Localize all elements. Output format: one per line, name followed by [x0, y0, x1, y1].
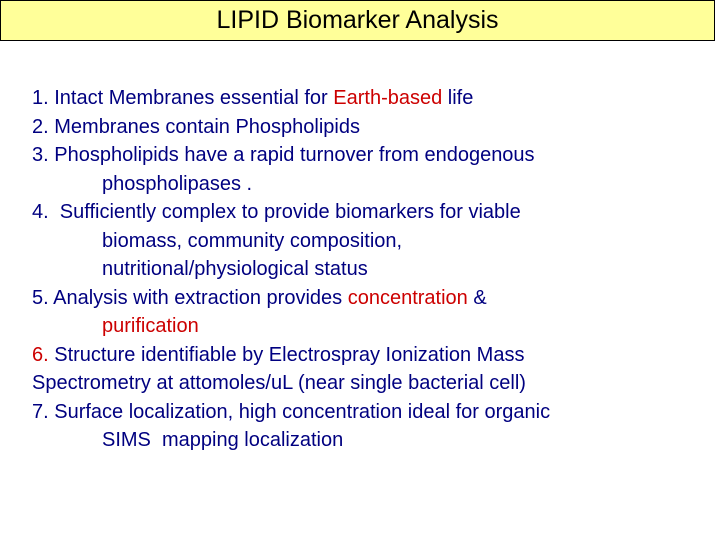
list-item-4 — [32, 198, 712, 227]
item-5-number: 5. — [32, 286, 49, 309]
list-item-1 — [32, 84, 712, 113]
list-item-5 — [32, 284, 712, 313]
biomarker-list — [32, 84, 712, 455]
item-3-continuation — [32, 170, 712, 199]
item-6-line-2: Spectrometry at attomoles/uL (near single bacterial cell) — [32, 372, 526, 394]
item-6-line-1: Structure identifiable by Electrospray Ionization Mass — [48, 343, 525, 366]
item-4-continuation-1 — [32, 227, 712, 256]
item-6-number: 6. — [32, 343, 49, 366]
list-item-3 — [32, 141, 712, 170]
item-5-line-2: purification — [102, 315, 199, 337]
item-4-line-2: biomass, community composition, — [102, 229, 403, 252]
item-2-text: Membranes contain Phospholipids — [48, 115, 360, 138]
item-1-highlight: Earth-based — [333, 87, 443, 109]
item-1-text-before: Intact Membranes essential for — [48, 87, 334, 109]
item-7-number: 7. — [32, 400, 49, 423]
item-4-line-3: nutritional/physiological status — [102, 258, 368, 280]
item-6-continuation — [32, 369, 712, 398]
item-7-line-1: Surface localization, high concentration ideal for organic — [48, 400, 551, 423]
item-7-line-2: SIMS mapping localization — [102, 429, 344, 451]
item-5-text-after: & — [467, 286, 487, 309]
slide-title-bar — [0, 0, 715, 41]
list-item-7 — [32, 398, 712, 427]
item-3-number: 3. — [32, 144, 49, 166]
item-5-text-before: Analysis with extraction provides — [48, 286, 348, 309]
item-1-number: 1. — [32, 87, 49, 109]
item-4-number: 4. — [32, 201, 49, 223]
item-3-line-2: phospholipases . — [102, 172, 253, 195]
item-2-number: 2. — [32, 115, 49, 138]
list-item-6 — [32, 341, 712, 370]
item-4-line-1: Sufficiently complex to provide biomarkers for viable — [48, 201, 521, 223]
item-5-continuation — [32, 312, 712, 341]
slide-title: LIPID Biomarker Analysis — [216, 6, 499, 34]
item-4-continuation-2 — [32, 255, 712, 284]
item-3-line-1: Phospholipids have a rapid turnover from endogenous — [48, 144, 535, 166]
item-5-highlight: concentration — [347, 286, 468, 309]
item-7-continuation — [32, 426, 712, 455]
item-1-text-after: life — [442, 87, 474, 109]
list-item-2 — [32, 113, 712, 142]
